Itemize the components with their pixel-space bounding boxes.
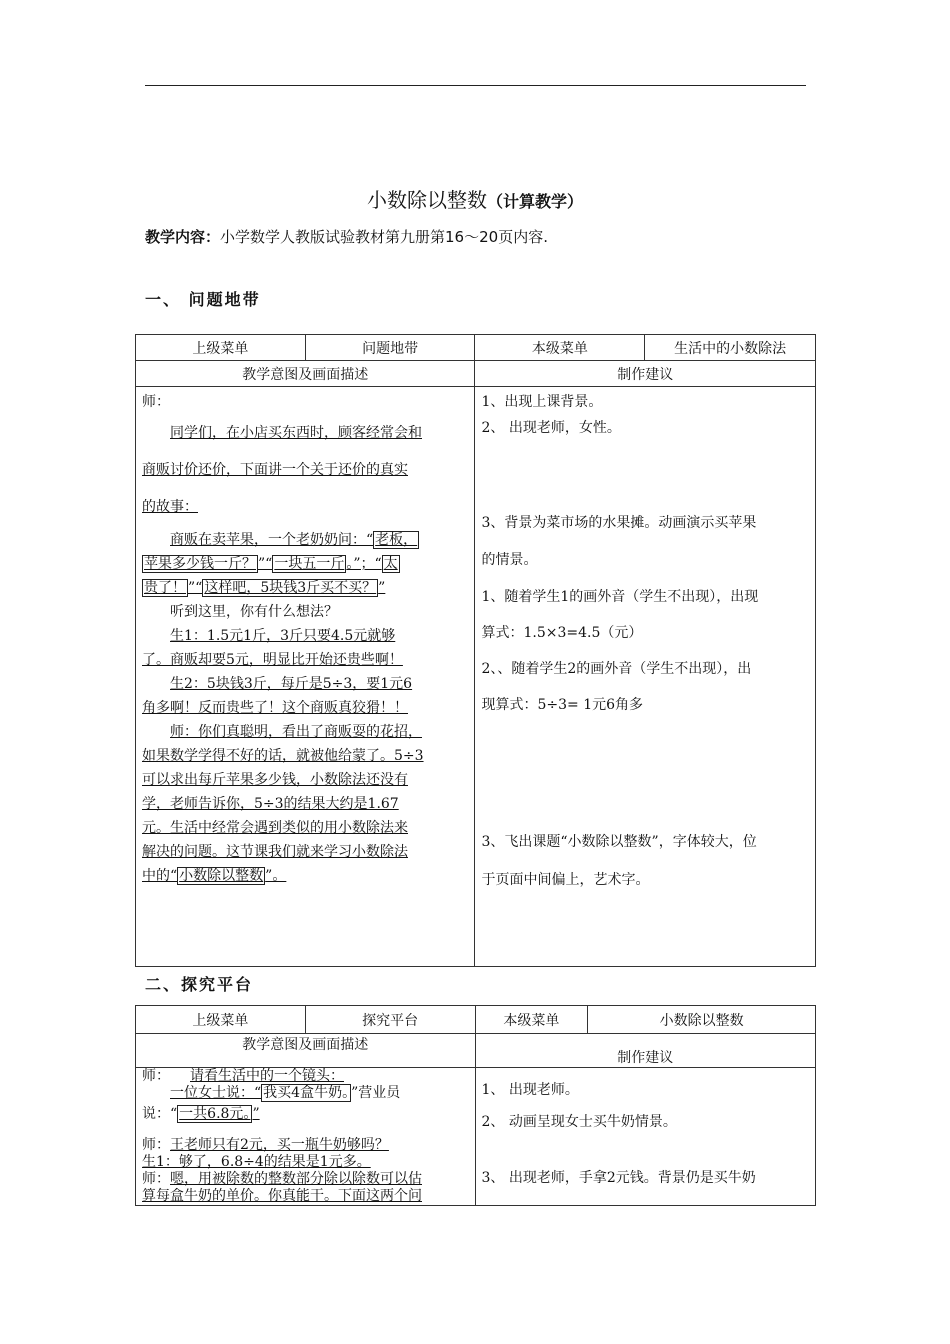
title-sub: （计算教学） (486, 192, 583, 211)
s1-r1: 1、出现上课背景。 (481, 394, 603, 410)
s2-upper-menu-value: 探究平台 (305, 1006, 475, 1034)
s1-l5d: 。”；“ (346, 556, 382, 572)
s2-r3: 3、 出现老师，手拿2元钱。背景仍是买牛奶 (481, 1170, 756, 1186)
s2-l2b: 我买4盒牛奶。 (263, 1085, 350, 1101)
s1-l7: 听到这里，你有什么想法？ (170, 604, 338, 620)
s1-l12: 师：你们真聪明，看出了商贩耍的花招， (170, 724, 422, 740)
s2-this-menu-value: 小数除以整数 (588, 1006, 816, 1034)
title-main: 小数除以整数 (366, 188, 487, 212)
s1-description-cell (136, 387, 475, 967)
s1-l18b: 小数除以整数 (179, 868, 264, 884)
header-rule (145, 85, 806, 86)
s1-l10: 生2：5块钱3斤，每斤是5÷3，要1元6 (170, 676, 413, 692)
s2-suggestion-cell (475, 1068, 816, 1206)
teaching-content-text: 小学数学人教版试验教材第九册第16～20页内容. (220, 228, 548, 246)
s1-l5c: 一块五一斤 (274, 556, 345, 572)
s1-l15: 学，老师告诉你，5÷3的结果大约是1.67 (142, 796, 399, 812)
s1-r2: 2、 出现老师，女性。 (481, 420, 621, 436)
s2-col-suggest: 制作建议 (475, 1034, 816, 1068)
s2-l4b: 王老师只有2元，买一瓶牛奶够吗？ (170, 1137, 389, 1153)
s1-l13: 如果数学学得不好的话，就被他给蒙了。5÷3 (142, 748, 424, 764)
s1-upper-menu-label: 上级菜单 (136, 335, 306, 361)
s1-l3: 的故事： (142, 499, 198, 515)
section1-heading: 一、 问题地带 (145, 290, 261, 309)
s1-r9: 3、飞出课题“小数除以整数”，字体较大，位 (481, 834, 757, 850)
s2-l3a: 说：“ (142, 1106, 178, 1122)
s2-l7: 算每盒牛奶的单价。你真能干。下面这两个问 (142, 1188, 422, 1204)
s2-col-desc: 教学意图及画面描述 (136, 1034, 476, 1068)
s2-l3b: 一共6.8元。 (179, 1106, 251, 1122)
s1-l6c: 这样吧，5块钱3斤买不买？ (204, 580, 377, 596)
s1-upper-menu-value: 问题地带 (305, 335, 475, 361)
s1-suggestion-cell (475, 387, 816, 967)
s1-l8: 生1：1.5元1斤，3斤只要4.5元就够 (170, 628, 396, 644)
s1-r8: 现算式：5÷3= 1元6角多 (481, 697, 644, 713)
s1-l18a: 中的“ (142, 868, 178, 884)
s1-l6a: 贵了！ (144, 580, 186, 596)
s2-l3c: ” (252, 1106, 260, 1122)
document-title (0, 184, 950, 213)
s1-l6b: ”“ (188, 580, 203, 596)
s1-l2: 商贩讨价还价，下面讲一个关于还价的真实 (142, 462, 408, 478)
s1-l5b: ”“ (258, 556, 273, 572)
s2-l5: 生1：够了，6.8÷4的结果是1元多。 (142, 1154, 371, 1170)
s1-r6: 算式：1.5×3=4.5（元） (481, 625, 643, 641)
section1-table (135, 334, 816, 967)
s1-r4: 的情景。 (481, 552, 538, 568)
s2-l2c: ”营业员 (351, 1085, 401, 1101)
teaching-content (145, 226, 548, 247)
s2-l4a: 师： (142, 1137, 170, 1153)
s1-l11: 角多啊！反而贵些了！这个商贩真狡猾！！ (142, 700, 408, 716)
s2-upper-menu-label: 上级菜单 (136, 1006, 306, 1034)
s1-col-suggest: 制作建议 (475, 361, 816, 387)
s1-this-menu-value: 生活中的小数除法 (645, 335, 816, 361)
s1-l14: 可以求出每斤苹果多少钱，小数除法还没有 (142, 772, 408, 788)
s1-l17: 解决的问题。这节课我们就来学习小数除法 (142, 844, 408, 860)
s1-r5: 1、随着学生1的画外音（学生不出现），出现 (481, 589, 759, 605)
s1-l5e: 太 (383, 556, 398, 572)
s1-r7: 2、、随着学生2的画外音（学生不出现），出 (481, 661, 752, 677)
s1-r3: 3、背景为菜市场的水果摊。动画演示买苹果 (481, 515, 757, 531)
s2-l6b: 嗯，用被除数的整数部分除以除数可以估 (170, 1171, 422, 1187)
section2-table (135, 1005, 816, 1206)
s1-l4b: 老板， (375, 532, 418, 548)
s1-l18c: ”。 (265, 868, 287, 884)
s2-l1a: 师： (142, 1068, 170, 1084)
s1-r10: 于页面中间偏上，艺术字。 (481, 872, 650, 888)
s1-l4a: 商贩在卖苹果，一个老奶奶问：“ (170, 532, 374, 548)
s2-l6a: 师： (142, 1171, 170, 1187)
s1-l1: 同学们，在小店买东西时，顾客经常会和 (170, 425, 422, 441)
s1-col-desc: 教学意图及画面描述 (136, 361, 475, 387)
s1-l5a: 苹果多少钱一斤？ (144, 556, 256, 572)
s2-l1b: 请看生活中的一个镜头： (190, 1068, 344, 1084)
s2-description-cell (136, 1068, 476, 1206)
s1-this-menu-label: 本级菜单 (475, 335, 645, 361)
s1-l16: 元。生活中经常会遇到类似的用小数除法来 (142, 820, 408, 836)
s2-this-menu-label: 本级菜单 (475, 1006, 588, 1034)
s1-l6d: ” (378, 580, 386, 596)
s2-l2a: 一位女士说：“ (170, 1085, 262, 1101)
teaching-content-label: 教学内容： (145, 228, 221, 246)
s1-l9: 了。商贩却要5元，明显比开始还贵些啊！ (142, 652, 403, 668)
s2-r2: 2、 动画呈现女士买牛奶情景。 (481, 1114, 677, 1130)
s1-l0: 师： (142, 394, 170, 410)
section2-heading: 二、探究平台 (145, 975, 254, 994)
s2-r1: 1、 出现老师。 (481, 1082, 579, 1098)
